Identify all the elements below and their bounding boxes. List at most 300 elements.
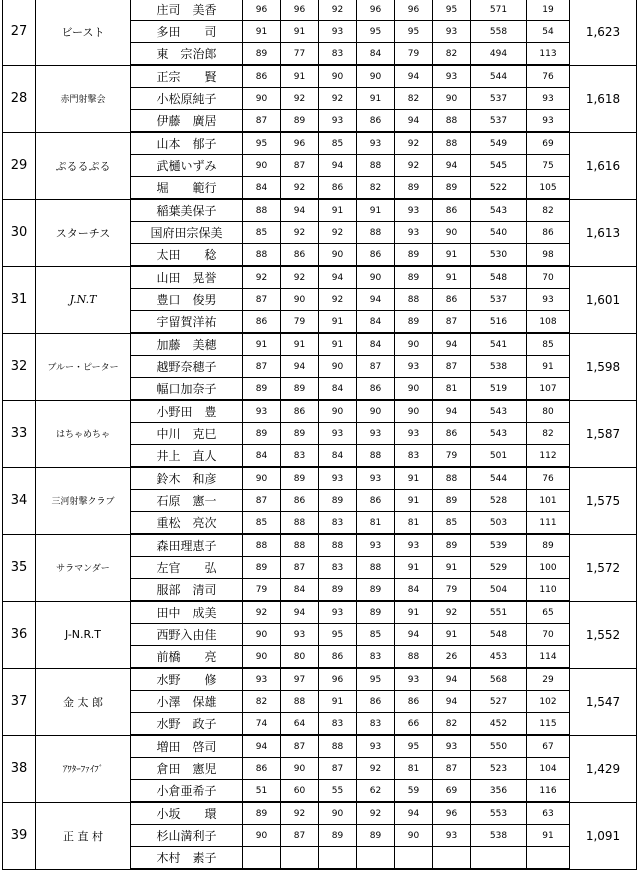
member-name: 重松 亮次	[131, 512, 243, 535]
series-score: 94	[281, 356, 319, 378]
team-name: スターチス	[36, 199, 131, 266]
team-name: はちゃめちゃ	[36, 400, 131, 467]
series-score: 90	[433, 88, 471, 110]
member-total: 544	[471, 65, 527, 88]
member-name: 小野田 豊	[131, 400, 243, 423]
series-score: 93	[357, 423, 395, 445]
series-score: 88	[433, 132, 471, 155]
series-score: 90	[395, 378, 433, 401]
member-name: 鈴木 和彦	[131, 467, 243, 490]
series-score: 81	[357, 512, 395, 535]
team-total: 1,618	[570, 65, 637, 132]
member-place: 116	[527, 780, 570, 803]
series-score: 89	[395, 311, 433, 334]
series-score: 83	[395, 445, 433, 468]
series-score: 93	[357, 735, 395, 758]
table-row	[3, 467, 637, 490]
series-score: 93	[357, 467, 395, 490]
series-score: 94	[319, 155, 357, 177]
series-score: 92	[243, 601, 281, 624]
series-score: 88	[243, 199, 281, 222]
member-total: 356	[471, 780, 527, 803]
series-score: 86	[357, 244, 395, 267]
series-score: 89	[319, 490, 357, 512]
member-place: 91	[527, 825, 570, 847]
member-total: 553	[471, 802, 527, 825]
series-score: 82	[395, 88, 433, 110]
series-score: 87	[433, 758, 471, 780]
team-name: ビースト	[36, 0, 131, 65]
series-score: 62	[357, 780, 395, 803]
series-score: 88	[319, 534, 357, 557]
series-score: 79	[243, 579, 281, 602]
series-score: 93	[319, 423, 357, 445]
member-total: 501	[471, 445, 527, 468]
series-score: 82	[433, 713, 471, 736]
series-score: 86	[357, 691, 395, 713]
series-score: 86	[281, 400, 319, 423]
series-score	[433, 847, 471, 870]
member-name: 稲葉美保子	[131, 199, 243, 222]
member-name: 庄司 美香	[131, 0, 243, 21]
series-score: 95	[243, 132, 281, 155]
series-score: 95	[319, 624, 357, 646]
team-total: 1,623	[570, 0, 637, 65]
series-score: 91	[319, 199, 357, 222]
series-score: 86	[281, 244, 319, 267]
series-score: 79	[433, 445, 471, 468]
series-score: 85	[357, 624, 395, 646]
member-place: 82	[527, 423, 570, 445]
series-score: 82	[357, 177, 395, 200]
series-score: 81	[395, 512, 433, 535]
member-place: 67	[527, 735, 570, 758]
member-total: 551	[471, 601, 527, 624]
series-score: 91	[281, 21, 319, 43]
series-score: 51	[243, 780, 281, 803]
series-score: 93	[319, 21, 357, 43]
series-score: 93	[243, 400, 281, 423]
series-score: 89	[281, 467, 319, 490]
member-total: 549	[471, 132, 527, 155]
member-place: 105	[527, 177, 570, 200]
member-total: 540	[471, 222, 527, 244]
series-score: 92	[395, 155, 433, 177]
series-score: 81	[395, 758, 433, 780]
series-score: 93	[281, 624, 319, 646]
series-score: 59	[395, 780, 433, 803]
series-score: 26	[433, 646, 471, 669]
series-score: 74	[243, 713, 281, 736]
member-name: 伊藤 廣居	[131, 110, 243, 133]
series-score: 96	[243, 0, 281, 21]
series-score: 88	[281, 691, 319, 713]
member-name: 倉田 憲児	[131, 758, 243, 780]
series-score	[281, 847, 319, 870]
team-total: 1,091	[570, 802, 637, 869]
series-score: 83	[357, 646, 395, 669]
member-place: 76	[527, 467, 570, 490]
series-score: 93	[433, 825, 471, 847]
series-score: 95	[357, 668, 395, 691]
member-total: 543	[471, 199, 527, 222]
series-score: 90	[319, 802, 357, 825]
series-score: 91	[243, 21, 281, 43]
series-score: 88	[281, 534, 319, 557]
member-total: 522	[471, 177, 527, 200]
series-score: 91	[319, 311, 357, 334]
table-row	[3, 400, 637, 423]
series-score: 89	[433, 534, 471, 557]
member-total: 530	[471, 244, 527, 267]
series-score: 86	[433, 289, 471, 311]
series-score: 83	[319, 43, 357, 66]
member-total: 516	[471, 311, 527, 334]
series-score: 91	[433, 624, 471, 646]
series-score: 84	[395, 579, 433, 602]
member-place: 54	[527, 21, 570, 43]
member-total: 503	[471, 512, 527, 535]
series-score: 90	[243, 155, 281, 177]
team-rank: 39	[3, 802, 36, 869]
series-score: 93	[395, 222, 433, 244]
series-score: 86	[281, 490, 319, 512]
member-name: 多田 司	[131, 21, 243, 43]
series-score: 92	[281, 222, 319, 244]
series-score: 80	[281, 646, 319, 669]
series-score: 91	[319, 333, 357, 356]
series-score: 85	[433, 512, 471, 535]
table-row	[3, 668, 637, 691]
table-row	[3, 199, 637, 222]
series-score: 92	[319, 222, 357, 244]
series-score: 95	[395, 21, 433, 43]
team-name: 金 太 郎	[36, 668, 131, 735]
series-score: 60	[281, 780, 319, 803]
series-score: 87	[433, 356, 471, 378]
member-place: 93	[527, 110, 570, 133]
team-rank: 35	[3, 534, 36, 601]
series-score: 82	[243, 691, 281, 713]
member-total: 548	[471, 624, 527, 646]
member-name: 木村 素子	[131, 847, 243, 870]
table-row	[3, 266, 637, 289]
member-total: 527	[471, 691, 527, 713]
member-name: 水野 修	[131, 668, 243, 691]
series-score: 90	[243, 646, 281, 669]
team-rank: 27	[3, 0, 36, 65]
series-score: 87	[281, 735, 319, 758]
team-rank: 30	[3, 199, 36, 266]
series-score: 90	[319, 65, 357, 88]
series-score: 86	[243, 65, 281, 88]
member-name: 堀 範行	[131, 177, 243, 200]
member-place: 102	[527, 691, 570, 713]
member-place: 108	[527, 311, 570, 334]
series-score: 93	[357, 132, 395, 155]
series-score: 89	[357, 601, 395, 624]
member-place: 63	[527, 802, 570, 825]
series-score: 90	[357, 266, 395, 289]
member-place: 65	[527, 601, 570, 624]
member-place	[527, 847, 570, 870]
series-score: 89	[433, 177, 471, 200]
member-total: 523	[471, 758, 527, 780]
member-name: 小坂 環	[131, 802, 243, 825]
series-score: 87	[243, 356, 281, 378]
member-total: 550	[471, 735, 527, 758]
series-score: 85	[319, 132, 357, 155]
series-score: 88	[281, 512, 319, 535]
series-score: 92	[395, 132, 433, 155]
team-total: 1,613	[570, 199, 637, 266]
series-score: 93	[243, 668, 281, 691]
member-total: 537	[471, 289, 527, 311]
table-row	[3, 802, 637, 825]
series-score: 86	[433, 199, 471, 222]
member-total: 537	[471, 110, 527, 133]
team-total: 1,552	[570, 601, 637, 668]
member-total: 544	[471, 467, 527, 490]
member-place: 70	[527, 266, 570, 289]
team-name: 三河射撃クラブ	[36, 467, 131, 534]
member-total: 543	[471, 423, 527, 445]
series-score: 89	[281, 110, 319, 133]
series-score: 92	[281, 802, 319, 825]
member-name: 武樋いずみ	[131, 155, 243, 177]
series-score: 92	[319, 88, 357, 110]
member-total: 519	[471, 378, 527, 401]
member-name: 小澤 保雄	[131, 691, 243, 713]
series-score: 94	[433, 155, 471, 177]
series-score: 69	[433, 780, 471, 803]
member-place: 93	[527, 289, 570, 311]
member-total: 539	[471, 534, 527, 557]
member-place: 111	[527, 512, 570, 535]
series-score: 88	[395, 289, 433, 311]
series-score: 90	[433, 222, 471, 244]
series-score: 89	[243, 423, 281, 445]
series-score: 89	[243, 378, 281, 401]
series-score: 89	[243, 43, 281, 66]
member-place: 19	[527, 0, 570, 21]
series-score: 86	[319, 646, 357, 669]
series-score: 89	[395, 244, 433, 267]
series-score: 87	[281, 557, 319, 579]
series-score: 94	[395, 65, 433, 88]
member-name: 幅口加奈子	[131, 378, 243, 401]
series-score: 91	[281, 65, 319, 88]
member-total: 538	[471, 825, 527, 847]
series-score: 89	[243, 557, 281, 579]
member-total: 571	[471, 0, 527, 21]
series-score: 88	[243, 534, 281, 557]
series-score: 87	[281, 825, 319, 847]
series-score: 90	[243, 624, 281, 646]
series-score: 83	[281, 445, 319, 468]
series-score: 90	[281, 758, 319, 780]
series-score: 92	[281, 88, 319, 110]
member-total: 453	[471, 646, 527, 669]
member-name: 小倉亜希子	[131, 780, 243, 803]
member-place: 98	[527, 244, 570, 267]
member-place: 104	[527, 758, 570, 780]
series-score: 91	[395, 467, 433, 490]
member-place: 86	[527, 222, 570, 244]
series-score: 90	[395, 825, 433, 847]
member-name: 水野 政子	[131, 713, 243, 736]
member-total: 528	[471, 490, 527, 512]
table-row	[3, 0, 637, 21]
member-name: 石原 憲一	[131, 490, 243, 512]
series-score: 86	[395, 691, 433, 713]
series-score: 84	[319, 445, 357, 468]
series-score: 88	[433, 110, 471, 133]
series-score: 92	[319, 0, 357, 21]
series-score: 88	[357, 557, 395, 579]
series-score: 87	[357, 356, 395, 378]
series-score: 85	[243, 222, 281, 244]
series-score: 92	[281, 266, 319, 289]
series-score: 92	[281, 177, 319, 200]
member-place: 80	[527, 400, 570, 423]
series-score: 90	[243, 825, 281, 847]
series-score: 94	[433, 333, 471, 356]
series-score: 96	[281, 132, 319, 155]
member-name: 森田理恵子	[131, 534, 243, 557]
series-score: 84	[357, 333, 395, 356]
series-score: 89	[395, 266, 433, 289]
series-score: 87	[243, 289, 281, 311]
results-table	[2, 0, 637, 870]
team-total: 1,547	[570, 668, 637, 735]
team-name: ブルー・ピーター	[36, 333, 131, 400]
series-score: 86	[319, 177, 357, 200]
member-total	[471, 847, 527, 870]
team-total: 1,429	[570, 735, 637, 802]
member-name: 杉山満利子	[131, 825, 243, 847]
series-score: 90	[395, 333, 433, 356]
team-name: 赤門射撃会	[36, 65, 131, 132]
series-score: 90	[395, 400, 433, 423]
team-total: 1,575	[570, 467, 637, 534]
results-body	[3, 0, 637, 869]
series-score: 84	[357, 43, 395, 66]
member-total: 545	[471, 155, 527, 177]
series-score: 93	[433, 735, 471, 758]
series-score: 90	[319, 356, 357, 378]
series-score: 88	[357, 445, 395, 468]
series-score: 89	[281, 378, 319, 401]
series-score: 55	[319, 780, 357, 803]
team-total: 1,616	[570, 132, 637, 199]
member-place: 101	[527, 490, 570, 512]
member-place: 85	[527, 333, 570, 356]
series-score: 94	[281, 601, 319, 624]
team-rank: 29	[3, 132, 36, 199]
series-score: 89	[319, 825, 357, 847]
series-score: 89	[281, 423, 319, 445]
series-score: 96	[281, 0, 319, 21]
table-row	[3, 735, 637, 758]
member-place: 100	[527, 557, 570, 579]
series-score: 88	[433, 467, 471, 490]
series-score: 93	[319, 601, 357, 624]
series-score: 93	[319, 110, 357, 133]
series-score	[319, 847, 357, 870]
series-score: 91	[433, 266, 471, 289]
series-score: 91	[357, 88, 395, 110]
series-score: 90	[357, 400, 395, 423]
team-rank: 33	[3, 400, 36, 467]
series-score: 84	[319, 378, 357, 401]
series-score: 91	[243, 333, 281, 356]
member-name: 左官 弘	[131, 557, 243, 579]
series-score: 96	[395, 0, 433, 21]
series-score: 91	[319, 691, 357, 713]
member-place: 113	[527, 43, 570, 66]
member-total: 541	[471, 333, 527, 356]
member-name: 服部 清司	[131, 579, 243, 602]
series-score: 93	[433, 21, 471, 43]
series-score: 87	[281, 155, 319, 177]
series-score	[357, 847, 395, 870]
member-name: 小松原純子	[131, 88, 243, 110]
member-name: 山本 郁子	[131, 132, 243, 155]
series-score: 96	[433, 802, 471, 825]
member-place: 70	[527, 624, 570, 646]
series-score: 87	[433, 311, 471, 334]
series-score: 84	[357, 311, 395, 334]
member-name: 前橋 亮	[131, 646, 243, 669]
series-score: 88	[357, 155, 395, 177]
series-score: 94	[395, 624, 433, 646]
team-rank: 31	[3, 266, 36, 333]
series-score: 86	[357, 110, 395, 133]
member-total: 543	[471, 400, 527, 423]
series-score: 92	[357, 802, 395, 825]
member-place: 114	[527, 646, 570, 669]
series-score: 86	[243, 311, 281, 334]
series-score: 66	[395, 713, 433, 736]
member-name: 中川 克巳	[131, 423, 243, 445]
series-score: 89	[357, 579, 395, 602]
table-row	[3, 132, 637, 155]
team-total: 1,587	[570, 400, 637, 467]
series-score: 86	[357, 490, 395, 512]
member-total: 494	[471, 43, 527, 66]
member-name: 増田 啓司	[131, 735, 243, 758]
table-row	[3, 65, 637, 88]
team-rank: 37	[3, 668, 36, 735]
series-score: 91	[395, 557, 433, 579]
series-score: 94	[319, 266, 357, 289]
table-row	[3, 601, 637, 624]
series-score: 94	[243, 735, 281, 758]
member-name: 東 宗治郎	[131, 43, 243, 66]
series-score: 91	[433, 244, 471, 267]
series-score: 94	[281, 199, 319, 222]
series-score: 89	[395, 177, 433, 200]
series-score: 77	[281, 43, 319, 66]
member-total: 537	[471, 88, 527, 110]
series-score: 93	[395, 356, 433, 378]
member-name: 太田 稔	[131, 244, 243, 267]
team-name: ぷるるぷる	[36, 132, 131, 199]
series-score: 88	[243, 244, 281, 267]
series-score: 86	[433, 423, 471, 445]
series-score: 89	[433, 490, 471, 512]
